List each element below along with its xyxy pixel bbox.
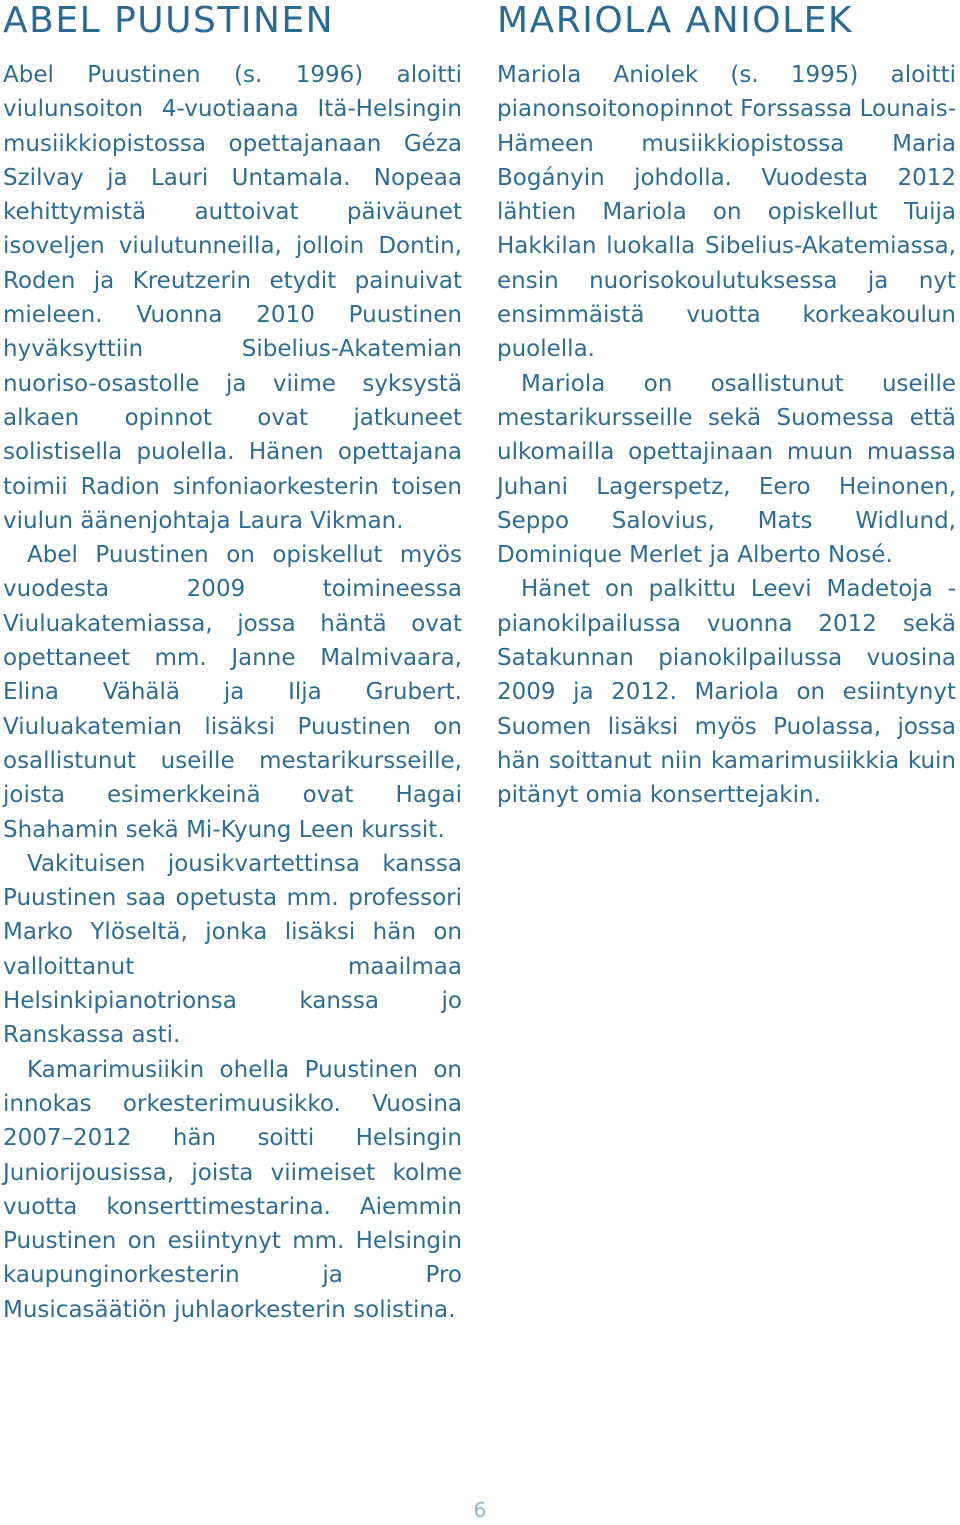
abel-bio-paragraph-4: Kamarimusiikin ohella Puustinen on innokas orkesterimuusikko. Vuosina 2007–2012 hän soitti Helsingin Juniorijousissa, joista viimeiset kolme vuotta konserttimestarina. Aiemmin Puustinen on esiintynyt mm. Helsingin kaupunginorkesterin ja Pro Musicasäätiön juhlaorkesterin solistina. <box>3 1056 462 1323</box>
mariola-aniolek-heading: MARIOLA ANIOLEK <box>497 0 854 41</box>
abel-puustinen-column <box>3 0 462 1327</box>
page-number: 6 <box>473 1498 487 1522</box>
mariola-aniolek-column <box>497 0 956 813</box>
mariola-bio-paragraph-1: Mariola Aniolek (s. 1995) aloitti pianonsoitonopinnot Forssassa Lounais-Hämeen musiikkiopistossa Maria Bogányin johdolla. Vuodesta 2012 lähtien Mariola on opiskellut Tuija Hakkilan luokalla Sibelius-Akatemiassa, ensin nuorisokoulutuksessa ja nyt ensimmäistä vuotta korkeakoulun puolella. <box>497 62 956 363</box>
abel-bio-paragraph-1: Abel Puustinen (s. 1996) aloitti viulunsoiton 4-vuotiaana Itä-Helsingin musiikkiopistossa opettajanaan Géza Szilvay ja Lauri Untamala. Nopeaa kehittymistä auttoivat päiväunet isoveljen viulutunneilla, jolloin Dontin, Roden ja Kreutzerin etydit painuivat mieleen. Vuonna 2010 Puustinen hyväksyttiin Sibelius-Akatemian nuoriso-osastolle ja viime syksystä alkaen opinnot ovat jatkuneet solistisella puolella. Hänen opettajana toimii Radion sinfoniaorkesterin toisen viulun äänenjohtaja Laura Vikman. <box>3 62 462 534</box>
mariola-bio-paragraph-3: Hänet on palkittu Leevi Madetoja -pianokilpailussa vuonna 2012 sekä Satakunnan pianokilpailussa vuosina 2009 ja 2012. Mariola on esiintynyt Suomen lisäksi myös Puolassa, jossa hän soittanut niin kamarimusiikkia kuin pitänyt omia konserttejakin. <box>497 576 956 809</box>
abel-bio-paragraph-2: Abel Puustinen on opiskellut myös vuodesta 2009 toimineessa Viuluakatemiassa, jossa häntä ovat opettaneet mm. Janne Malmivaara, Elina Vähälä ja Ilja Grubert. Viuluakatemian lisäksi Puustinen on osallistunut useille mestarikursseille, joista esimerkkeinä ovat Hagai Shahamin sekä Mi-Kyung Leen kurssit. <box>3 542 462 843</box>
abel-bio-paragraph-3: Vakituisen jousikvartettinsa kanssa Puustinen saa opetusta mm. professori Marko Ylöseltä, jonka lisäksi hän on valloittanut maailmaa Helsinkipianotrionsa kanssa jo Ranskassa asti. <box>3 850 462 1049</box>
mariola-bio-paragraph-2: Mariola on osallistunut useille mestarikursseille sekä Suomessa että ulkomailla opettajinaan muun muassa Juhani Lagerspetz, Eero Heinonen, Seppo Salovius, Mats Widlund, Dominique Merlet ja Alberto Nosé. <box>497 370 956 569</box>
abel-puustinen-heading: ABEL PUUSTINEN <box>3 0 335 41</box>
